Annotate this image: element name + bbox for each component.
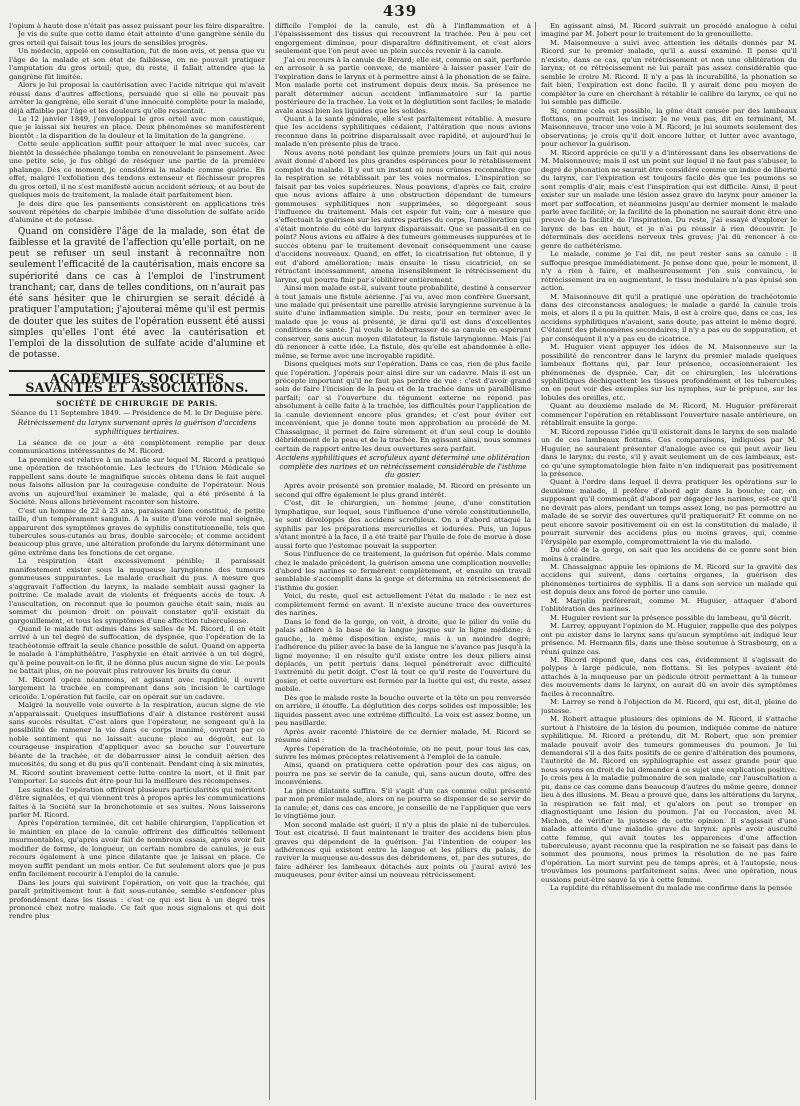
paragraph: difficile l'emploi de la canule, est dû à l'inflammation et à l'épaississement des tissus qui recouvrent la trachée. Peu à peu cet engorgement diminue, pour disparaître définitivement, et c'est alors seulement que l'on peut avec un plein succès revenir à la canule. bbox=[275, 22, 531, 56]
paragraph: La séance de ce jour a été complètement remplie par deux communications intéressantes de M. Ricord. bbox=[9, 439, 265, 456]
paragraph: Le 12 janvier 1849, j'enveloppai le gros orteil avec mon caustique, que je laissai six heures en place. Deux phénomènes se manifestèrent bientôt : la disparition de la douleur et la limitation de la gangrène. bbox=[9, 114, 265, 140]
text-column-right bbox=[541, 22, 797, 1102]
paragraph: M. Larrey, appuyant l'opinion de M. Huguier, rappelle que des polypes ont pu exister dans le larynx sans qu'aucun symptôme ait indiqué leur présence. M. Hermann fils, dans une thèse soutenue à Strasbourg, en a réuni quinze cas. bbox=[541, 622, 797, 656]
paragraph: Cette seule application suffit pour attaquer le mal avec succès, car bientôt la desséchée phalange tomba en renouvelant le pansement. Avec une petite scie, je fus obligé de réséquer une partie de la première phalange. Dès ce moment, je considérai la malade comme guérie. En effet, malgré l'exfoliation des tendons extenseur et fléchisseur propres du gros orteil, il ne s'est manifesté aucun accident sérieux; et au bout de quelques mois de traitement, la malade était parfaitement bien. bbox=[9, 140, 265, 200]
paragraph: M. Huguier vient appuyer les idées de M. Maisonneuve sur la possibilité de rencontrer dans le larynx du premier malade quelques lambeaux flottans qui, par leur présence, occasionneraient les phénomènes de dyspnée. Car, dit ce chirurgien, les ulcérations syphilitiques déchiquettent les tissues profondément et les tubercules; on en peut voir des exemples sur les nymphes, sur le prépuce, sur les lobules des oreilles, etc. bbox=[541, 343, 797, 402]
column-divider bbox=[269, 22, 270, 1100]
paragraph: Ainsi mon malade est-il, suivant toute probabilité, destiné à conserver à tout jamais une fistule aérienne. J'ai vu, avec mon confrère Guersant, une malade qui présentait une pareille atrésie laryngienne survenue à la suite d'une inflammation simple. Du reste, pour en terminer avec le malade que je vous ai présenté, je dirai qu'il est dans d'excellentes conditions de santé. J'ai voulu le débarrasser de sa canule en espérant conserver, sans aucun moyen dilatateur, la fistule laryngienne. Mais j'ai dû renoncer à cette idée. La fistule, dès qu'elle est abandonnée à elle-même, se ferme avec une incroyable rapidité. bbox=[275, 284, 531, 360]
paragraph: M. Larrey se rend à l'objection de M. Ricord, qui est, dit-il, pleine de justesse. bbox=[541, 698, 797, 715]
subject-title: Rétrécissement du larynx survenant après la guérison d'accidens syphilitiques tertiaires. bbox=[17, 418, 257, 436]
paragraph: La rapidité du rétablissement du malade me confirme dans la pensée bbox=[550, 884, 793, 893]
paragraph: Ainsi, quand on pratiquera cette opération pour des cas aigus, on pourra ne pas se servir de la canule, qui, sans aucun doute, offre des inconvéniens. bbox=[275, 761, 531, 787]
paragraph: M. Maisonneuve a suivi avec attention les détails donnés par M. Ricord sur le premier malade, qu'il a aussi examiné. Il pense qu'il n'existe, dans ce cas, qu'un rétrécissement et non une oblitération du larynx; et ce rétrécissement ne lui paraît pas assez considérable que semble le croire M. Ricord. Il n'y a pas là incurabilité, la phonation se fait bien, l'expiration est donc facile. Il y aurait donc peu moyen de compléter la cure en cherchant à rétablir le calibre du larynx, ce qui ne lui semble pas difficile. bbox=[541, 38, 797, 107]
paragraph: Après l'opération de la trachéotomie, on ne peut, pour tous les cas, suivre les mêmes préceptes relativement à l'emploi de la canule. bbox=[275, 744, 531, 761]
paragraph: La pince dilatante suffira. S'il s'agit d'un cas comme celui présenté par mon premier malade, alors on ne pourra se dispenser de se servir de la canule; et, dans ces cas encore, je conseille de ne l'appliquer que vers le vingtième jour. bbox=[275, 786, 531, 821]
paragraph: M. Ricord opéra néanmoins, et agissant avec rapidité, il ouvrit largement la trachée en comprenant dans son incision le cartilage cricoïde. L'opération fut facile, car on opérait sur un cadavre. bbox=[9, 675, 265, 701]
section-heading: ACADÉMIES, SOCIÉTÉS SAVANTES ET ASSOCIATIONS. bbox=[9, 370, 265, 396]
session-line: Séance du 11 Septembre 1849. — Présidence de M. le Dr Deguise père. bbox=[11, 408, 263, 417]
paragraph: M. Chassaignac appuie les opinions de M. Ricord sur la gravité des accidens qui suivent, dans certains organes, la guérison des phénomènes tertiaires de syphilis. Il a dans son service un malade qui est depuis deux ans forcé de porter une canule. bbox=[541, 563, 797, 597]
paragraph: M. Ricord repousse l'idée qu'il existerait dans le larynx de son malade un de ces lambeaux flottans. Ces comparaisons, indiquées par M. Huguier, ne sauraient présenter d'analogie avec ce qui peut avoir lieu dans le larynx; du reste, s'il y avait seulement un de ces lambeaux, est-ce qu'une symptomatologie bien faite n'en indiquerait pas positivement la présence. bbox=[541, 427, 797, 479]
paragraph: Les suites de l'opération offrirent plusieurs particularités qui méritent d'être signalées, et qui viennent très à propos après les communications faites à la Société sur la bronchotomie et ses suites. Nous laisserons parler M. Ricord. bbox=[9, 785, 265, 819]
text-column-middle bbox=[275, 22, 531, 1102]
paragraph: Sous l'influence de ce traitement, la guérison fut opérée. Mais comme chez le malade précédent, la guérison amena une complication nouvelle; d'abord les narines se fermèrent complètement, et ensuite un travail semblable s'accomplit dans la gorge et détermina un rétrécissement de l'isthme du gosier. bbox=[275, 550, 531, 592]
paragraph: La respiration était excessivement pénible; il paraissait manifestement exister sous la muqueuse laryngienne des tumeurs gommeuses suppurantes. Le malade crachait du pus. A mesure que s'aggravait l'affection du larynx, la malade semblait aussi gagner la poitrine. Ce malade avait de violents et fréquents accès de toux. A l'auscultation, on reconnut que le poumon gauche était sain, mais au sommet du poumon droit on pouvait constater qu'il existait du gargouillement, et tous les symptômes d'une affection tuberculeuse. bbox=[9, 557, 265, 625]
column-divider bbox=[535, 22, 536, 1100]
paragraph: M. Marjolin préférerait, comme M. Huguier, attaquer d'abord l'oblitération des narines. bbox=[541, 596, 797, 614]
paragraph: Je vis de suite que cette dame était atteinte d'une gangrène sénile du gros orteil qui faisait tous les jours de sensibles progrès. bbox=[9, 30, 265, 47]
paragraph: Après avoir présenté son premier malade, M. Ricord en présente un second qui offre également le plus grand intérêt. bbox=[275, 482, 531, 499]
society-name: SOCIÉTÉ DE CHIRURGIE DE PARIS. bbox=[56, 399, 218, 409]
paragraph: Après l'opération terminée, dit cet habile chirurgien, l'application et le maintien en place de la canule offrirent des difficultés tellement insurmontables, qu'après avoir fait de nombreux essais, après avoir fait modifier de forme, de longueur, un certain nombre de canules, je eus recours également à une pince dilatante que je laissai en place. Ce moyen suffit pendant un mois entier. Ce fut seulement alors que je pus enfin facilement recourir à l'emploi de la canule. bbox=[9, 819, 265, 879]
text-column-left bbox=[9, 22, 265, 1102]
paragraph: M. Robert attaque plusieurs des opinions de M. Ricord, il s'attache surtout à l'histoire de la lésion du poumon, indiquée comme de nature syphilitique. M. Ricord a prétendu, dit M. Robert, que son premier malade pouvait avoir des tumeurs gommeuses du poumon. Je lui demanderai s'il a des faits positifs de ce genre d'altération des poumons, l'autorité de M. Ricord en syphilographie est assez grande pour que nous soyons en droit de lui demander à ce sujet une explication positive. Je crois peu à la maladie pulmonaire de son malade, car l'auscultation a pu, dans ce cas comme dans beaucoup d'autres du même genre, donner lieu à des illusions. M. Beau a prouvé que, dans les altérations du larynx, la respiration se fait mal, et qu'alors on peut se tromper en diagnostiquant une lésion du poumon. J'ai eu l'occasion, avec M. Michon, de vérifier la justesse de cette opinion. Il s'agissait d'une malade atteinte d'une maladie grave du larynx: après avoir ausculté cette femme, qui avait toutes les apparences d'une affection tuberculeuse, ayant reconnu que la respiration ne se faisait pas dans le sommet des poumons, nous primes la résolution de ne pas faire d'opération. La mort survint peu de temps après, et à l'autopsie, nous trouvâmes les poumons parfaitement sains. Avec une opération, nous eussions peut-être sauvé la vie à cette femme. bbox=[541, 715, 797, 884]
paragraph: Je dois dire que les pansements consistèrent en applications très souvent répétées de charpie imbibée d'une dissolution de sulfate acide d'alumine et de potasse. bbox=[9, 199, 265, 225]
large-type-paragraph: Quand on considère l'âge de la malade, son état de faiblesse et la gravité de l'affection qu'elle portait, on ne peut se refuser un seul instant à reconnaître non seulement l'efficacité de la cautérisation, mais encore sa supériorité dans ce cas à l'emploi de l'instrument tranchant; car, dans de telles conditions, on n'aurait pas été sans hésiter que le chirurgien se serait décidé à pratiquer l'amputation; j'ajouterai même qu'il est permis de douter que les suites de l'opération eussent été aussi simples qu'elles l'ont été avec la cautérisation et l'emploi de la dissolution de sulfate acide d'alumine et de potasse. bbox=[9, 226, 265, 361]
page-number: 439 bbox=[382, 2, 418, 20]
paragraph: En agissant ainsi, M. Ricord suivrait un procédé analogue à celui imaginé par M. Jobert pour le traitement de la grenouillette. bbox=[541, 22, 797, 39]
paragraph: M. Ricord répond que, dans ces cas, évidemment il s'agissait de polypes à large pédicule, non flottans. Si les polypes avaient été attachés à la muqueuse par un pédicule étroit permettant à la tumeur des mouvements dans le larynx, on aurait dû en avoir des symptômes faciles à reconnaître. bbox=[541, 655, 797, 698]
paragraph: Malgré la nouvelle voie ouverte à la respiration, aucun signe de vie n'apparaissait. Quelques insufflations d'air à distance restèrent aussi sans succès résultat. C'est alors que l'opérateur, ne songeant qu'à la possibilité de ramener la vie dans ce corps inanimé, ouvrant par ce noble sentiment qui ne laissait aucune place au dégoût, eut la courageuse inspiration d'appliquer avec sa bouche sur l'ouverture béante de la trachée, et de débarrasser ainsi le conduit aérien des mucosités, du sang et du pus qu'il contenait. Pendant cinq à six minutes, M. Ricord soutint bravement cette lutte contre la mort, et il finit par l'emporter. Le succès dut être pour lui la meilleure des récompenses. bbox=[9, 701, 265, 786]
paragraph: Quand le malade fut admis dans les salles de M. Ricord, il en était arrivé à un tel degré de suffocation, de dyspnée, que l'opération de la trachéotomie offrait la seule chance possible de salut. Quand on apporta le malade à l'amphithéâtre, l'asphyxie en était arrivée à un tel degré, qu'à peine pouvait-on le fit, il ne donna plus aucun signe de vie. Le pouls ne battait plus, on ne pouvait plus retrouver les bruits du cœur. bbox=[9, 625, 265, 676]
paragraph: Nous avons noté pendant les quinze premiers jours un fait qui nous avait donné d'abord les plus grandes espérances pour le rétablissement complet du malade. Il y eut un instant où nous crûmes reconnaître que la respiration se rétablissait par les voies normales. L'inspiration se faisait par les voies supérieures. Nous pouvions, d'après ce fait, croire que nous avions affaire à une obstruction dépendant de tumeurs gommeuses syphilitiques non supprimées, se dégorgeant sous l'influence du traitement. Mais cet espoir fut vain; car à mesure que s'effectuait la guérison sur les autres parties du corps, l'amélioration qui s'était montrée du côté du larynx disparaissait. Que se passait-il en ce point? Nous avions eu affaire à des tumeurs gommeuses suppurées et le succès obtenu par le traitement devenait conséquemment une cause d'accidens nouveaux. Quand, en effet, la cicatrisation fut obtenue, il y eut d'abord amélioration; mais ensuite le tissu cicatriciel, en se rétractant incessamment, amena insensiblement le rétrécissement du larynx, qui pourra finir par s'oblitérer entièrement. bbox=[275, 148, 531, 284]
paragraph: Quant au deuxième malade de M. Ricord, M. Huguier préférerait commencer l'opération en rétablissant l'ouverture nasale antérieure, on rétablirait ensuite la gorge. bbox=[541, 402, 797, 428]
paragraph: La première est relative à un malade sur lequel M. Ricord a pratiqué une opération de trachéotomie. Les lecteurs de l'Union Médicale se rappellent sans doute le magnifique succès obtenu dans le fait auquel nous faisons allusion par la courageuse conduite de l'opérateur. Nous avons un aujourd'hui examiner le malade, qui a été présenté à la Société. Nous allons brièvement raconter son histoire. bbox=[9, 455, 265, 507]
paragraph: M. Maisonneuve dit qu'il a pratiqué une opération de trachéotomie dans des circonstances analogues; le malade a gardé la canule trois mois, et alors il a pu la quitter. Mais, il est à croire que, dans ce cas, les accidens syphilitiques n'avaient, sans doute, pas atteint le même degré. C'étaient des phénomènes secondaires; il n'y a pas eu de suppuration, et par conséquent il n'y a pas eu de cicatrice. bbox=[541, 292, 797, 343]
paragraph: Dans les jours qui suivirent l'opération, on voit que la trachée, qui paraît primitivement tout à fait sous-cutanée, semble s'enfoncer plus profondément dans les tissus : c'est ce qui est lieu à un degré très prononcé chez notre malade. Ce fait que nous signalons et qui doit rendre plus bbox=[9, 878, 265, 921]
paragraph: M. Ricord apprécie ce qu'il y a d'intéressant dans les observations de M. Maisonneuve; mais il est un point sur lequel il ne faut pas s'abuser, le degré de phonation ne saurait être considéré comme un indice de liberté du larynx, car l'expiration est toujours facile dès que les poumons se sont remplis d'air, mais c'est l'inspiration qui est difficile. Ainsi, il peut exister sur un malade une lésion assez grave du larynx pour amener la mort par suffocation, et néanmoins jusqu'au dernier moment le malade parle avec facilité; or, la facilité de la phonation ne saurait donc être une preuve de la facilité de l'inspiration. Du reste, j'ai essayé d'explorer le larynx de bas en haut, et je n'ai pu réussir à rien découvrir. Je déterminais des accidens nerveux très graves; j'ai dû renoncer à ce genre de cathétérisme. bbox=[541, 148, 797, 250]
paragraph: Voici, du reste, quel est actuellement l'état du malade : le nez est complètement fermé en avant. Il n'existe aucune trace des ouvertures des narines. bbox=[275, 592, 531, 618]
paragraph: J'ai eu recours à la canule de Bérard; elle est, comme on sait, perforée en arrosoir à sa partie convexe, de manière à laisser passer l'air de l'expiration dans le larynx et à permettre ainsi à la phonation de se faire. Mon malade porte cet instrument depuis deux mois. Sa présence ne paraît déterminer aucun accident inflammatoire sur la partie postérieure de la trachée. La voix et la déglutition sont faciles; le malade avale aussi bien les liquides que les solides. bbox=[275, 55, 531, 115]
paragraph: Un médecin, appelé en consultation, fut de mon avis, et pensa que vu l'âge de la malade et son état de faiblesse, on ne pouvait pratiquer l'amputation du gros orteil; que, du reste, il fallait attendre que la gangrène fût limitée. bbox=[9, 47, 265, 81]
paragraph: C'est, dit le chirurgien, un homme jeune, d'une constitution lymphatique, sur lequel, sous l'influence d'une vérole constitutionnelle, se sont développés des accidens scrofuleux. On a d'abord attaqué la syphilis par les préparations mercurielles et iodurées. Puis, un lupus s'étant montré à la face, il a été traité par l'huile de foie de morue à dose aussi forte que l'estomac pouvait la supporter. bbox=[275, 499, 531, 550]
paragraph: Dans le fond de la gorge, on voit, à droite, que le pilier du voile du palais adhère à la base de la langue jusque sur la ligne médiane; à gauche, la même disposition existe, mais à un moindre degré; l'adhérence du pilier avec la base de la langue ne s'avance pas jusqu'à la ligne moyenne; il en résulte qu'il existe entre les deux piliers ainsi déplacés, un petit pertuis dans lequel pénétrerait avec difficulté l'extrémité du petit doigt. C'est là tout ce qu'il reste de l'ouverture du gosier, et cette ouverture est fermée par la luette qui est, du reste, assez mobile. bbox=[275, 617, 531, 694]
paragraph: Quant à la santé générale, elle s'est parfaitement rétablie. A mesure que les accidens syphilitiques cédaient, l'altération que nous avions reconnue dans la poitrine disparaissait avec rapidité, et aujourd'hui le malade n'en présente plus de trace. bbox=[275, 114, 531, 149]
paragraph: Le malade, comme je l'ai dit, ne peut rester sans sa canule : il suffoque presque immédiatement. Je pense donc que, pour le moment, il n'y a rien à faire, et malheureusement j'en suis convaincu, le rétrécissement ira en augmentant, le tissu inodulaire n'a pas épuisé son action. bbox=[541, 250, 797, 293]
paragraph: Disons quelques mots sur l'opération. Dans ce cas, rien de plus facile que l'opération. J'opérais pour ainsi dire sur un cadavre. Mais il est un précepte important qu'il ne faut pas perdre de vue : c'est d'avoir grand soin de faire l'incision de la peau et de la trachée dans un parallélisme parfait; car si l'ouverture du tégument externe ne répond pas absolument à celle faite à la trachée, les difficultés pour l'application de la canule deviennent encore plus grandes; et c'est pour éviter cet inconvénient, que je donne toute mon approbation au procédé de M. Chassaignac, il permet de faire sûrement et d'un seul coup le double débridement de la peau et de la trachée. En agissant ainsi, nous sommes certain de rapport entre les deux ouvertures sera parfait. bbox=[275, 360, 531, 453]
paragraph: l'opium à haute dose n'était pas assez puissant pour les faire disparaître. bbox=[9, 22, 265, 30]
paragraph: Du côté de la gorge, on sait que les accidens de ce genre sont bien moins à craindre. bbox=[541, 546, 797, 563]
subject-title: Accidens syphilitiques et scrofuleux ayant déterminé une oblitération complète des narines et un rétrécissement considérable de l'isthme du gosier. bbox=[276, 453, 530, 480]
paragraph: Alors je lui proposai la cautérisation avec l'acide nitrique qui m'avait réussi dans d'autres affections, persuadé que si elle ne pouvait pas arrêter la gangrène, elle serait d'une innocuité complète pour la malade, déjà affaiblie par l'âge et les douleurs qu'elle ressentait. bbox=[9, 81, 265, 115]
paragraph: C'est un homme de 22 à 23 ans, paraissant bien constitué, de petite taille, d'un tempérament sanguin. A la suite d'une vérole mal soignée, apparurent des symptômes graves de syphilis constitutionnelle, tels que tubercules sous-cutanés au bras, double sarcocèle; et comme accident beaucoup plus grave, une altération profonde du larynx déterminant une gêne extrême dans les fonctions de cet organe. bbox=[9, 506, 265, 557]
paragraph: Après avoir raconté l'histoire de ce dernier malade, M. Ricord se résume ainsi : bbox=[275, 727, 531, 745]
paragraph: M. Huguier revient sur la présence possible du lambeau, qu'il décrit. bbox=[550, 613, 792, 622]
paragraph: Mon second malade est guéri; il n'y a plus de plaie ni de tubercules. Tout est cicatrisé. Il faut maintenant le traiter des accidens bien plus graves qui dépendent de la guérison. J'ai l'intention de couper les adhérences qui existent entre la langue et les piliers du palais, de raviver la muqueuse au-dessus des débridemens, et, par des sutures, de faire adhérer les lambeaux détachés aux points où j'aurai avivé les muqueuses, pour éviter ainsi un nouveau rétrécissement. bbox=[275, 820, 531, 880]
paragraph: Dès que le malade reste la bouche ouverte et la tête un peu renversée en arrière, il étouffe. La déglutition des corps solides est impossible; les liquides passent avec une extrême difficulté. La voix est assez bonne, un peu nasillarde. bbox=[275, 693, 531, 728]
paragraph: Quant à l'ordre dans lequel il devra pratiquer les opérations sur le deuxième malade, il préfère d'abord agir dans la bouche; car, en supposant qu'il commençât d'abord par dégager les narines, est-ce qu'il ne devrait pas alors, pendant un temps assez long, ne pas permettre au malade de se servir des ouvertures qu'il pratiquerait? Et comme on ne peut encore savoir positivement où en est la constitution du malade, il pourrait survenir des accidens plus ou moins graves, qui, comme l'érysipèle par exemple, compromettraient la vie du malade. bbox=[541, 478, 797, 546]
paragraph: Si, comme cela est possible, la gêne était causée par des lambeaux flottans, on pourrait les inciser. Je ne veux pas, dit en terminant, M. Maisonneuve, tracer une voie à M. Ricord, je lui soumets seulement des observations; je crois qu'il doit encore lutter, et lutter avec avantage, pour achever la guérison. bbox=[541, 106, 797, 149]
